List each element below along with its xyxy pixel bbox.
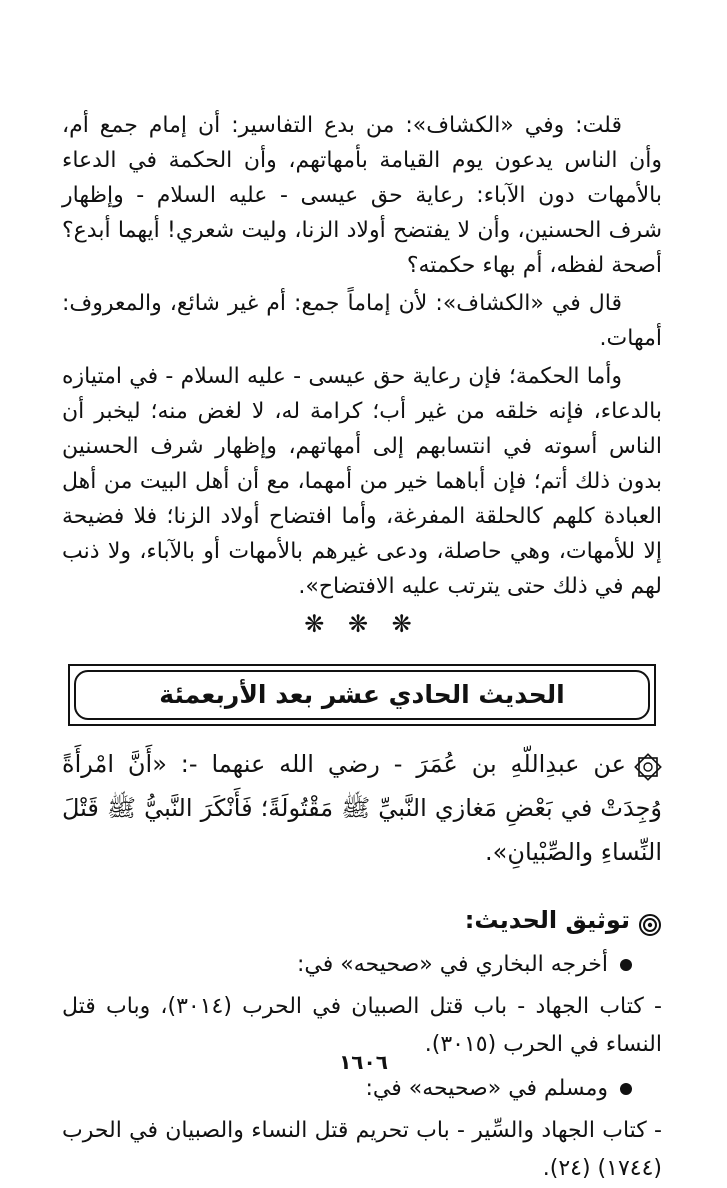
page-body [62, 108, 662, 1188]
hadith-text: عن عبدِاللّهِ بن عُمَرَ - رضي الله عنهما -: «أَنَّ امْرأَةً وُجِدَتْ في بَعْضِ مَغازي النَّبيِّ ﷺ مَقْتُولَةً؛ فَأَنْكَرَ النَّبيُّ ﷺ قَتْلَ النِّساءِ والصِّبْيانِ». [62, 750, 662, 866]
muslim-bullet [62, 1070, 632, 1108]
hadith-paragraph [62, 742, 662, 874]
section-heading-text: توثيق الحديث: [464, 906, 630, 934]
commentary-paragraph-1: قلت: وفي «الكشاف»: من بدع التفاسير: أن إمام جمع أم، وأن الناس يدعون يوم القيامة بأمهاتهم، وأن الحكمة في الدعاء بالأمهات دون الآباء: رعاية حق عيسى - عليه السلام - وإظهار شرف الحسنين، وأن لا يفتضح أولاد الزنا، وليت شعري! أيهما أبدع؟ أصحة لفظه، أم بهاء حكمته؟ [62, 113, 662, 278]
bullet-dot-icon [620, 1083, 632, 1095]
octagram-icon [634, 751, 662, 779]
section-heading [62, 900, 662, 940]
rosette-icon [638, 909, 662, 933]
hadith-title-frame [68, 664, 656, 726]
hadith-title: الحديث الحادي عشر بعد الأربعمئة [74, 670, 650, 720]
bukhari-bullet-text: أخرجه البخاري في «صحيحه» في: [297, 952, 608, 977]
bukhari-bullet [62, 946, 632, 984]
bukhari-entry: - كتاب الجهاد - باب قتل الصبيان في الحرب (٣٠١٤)، وباب قتل النساء في الحرب (٣٠١٥). [62, 994, 663, 1057]
muslim-bullet-text: ومسلم في «صحيحه» في: [365, 1076, 608, 1101]
muslim-entry: - كتاب الجهاد والسِّير - باب تحريم قتل النساء والصبيان في الحرب (١٧٤٤) (٢٤). [62, 1118, 662, 1181]
section-separator: ❋ ❋ ❋ [304, 610, 420, 638]
bullet-dot-icon [620, 959, 632, 971]
commentary-paragraph-2: قال في «الكشاف»: لأن إماماً جمع: أم غير شائع، والمعروف: أمهات. [62, 291, 662, 351]
page-number: ١٦٠٦ [339, 1050, 388, 1074]
commentary-paragraph-3: وأما الحكمة؛ فإن رعاية حق عيسى - عليه السلام - في امتيازه بالدعاء، فإنه خلقه من غير أب؛ كرامة له، لا لغض منه؛ ليخبر أن الناس أسوته في انتسابهم إلى أمهاتهم، وإظهار شرف الحسنين بدون ذلك أتم؛ فإن أباهما خير من أمهما، مع أن أهل البيت من أهل العبادة كلهم كالحلقة المفرغة، وأما افتضاح أولاد الزنا؛ فلا فضيحة إلا للأمهات، وهي حاصلة، ودعى غيرهم بالأمهات أو بالآباء، ولا ذنب لهم في ذلك حتى يترتب عليه الافتضاح». [62, 364, 662, 599]
